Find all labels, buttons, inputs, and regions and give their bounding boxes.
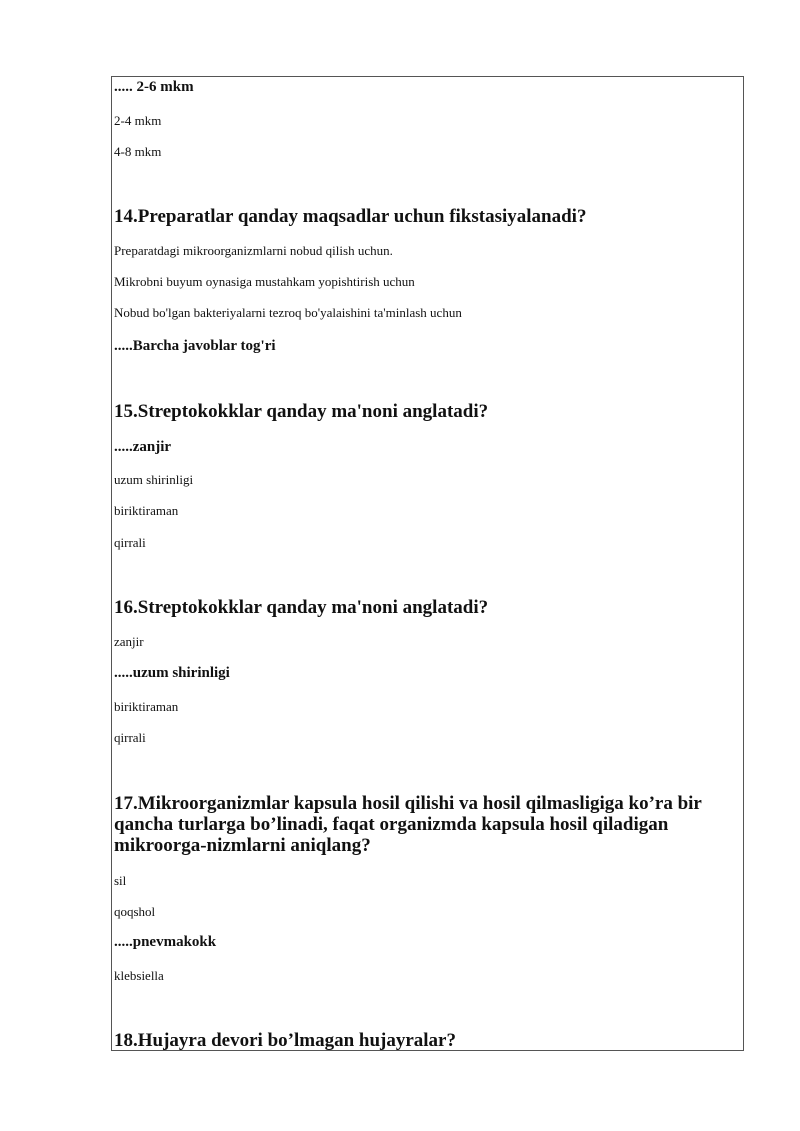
answer-option: Mikrobni buyum oynasiga mustahkam yopishtirish uchun [114, 274, 415, 289]
question-15: 15.Streptokokklar qanday ma'noni anglatadi? [114, 401, 489, 422]
answer-option: Preparatdagi mikroorganizmlarni nobud qilish uchun. [114, 243, 393, 258]
answer-option: qoqshol [114, 904, 156, 919]
answer-option: biriktiraman [114, 699, 179, 714]
question-18: 18.Hujayra devori bo’lmagan hujayralar? [114, 1030, 456, 1051]
answer-option: uzum shirinligi [114, 472, 194, 487]
answer-option: qirrali [114, 535, 146, 550]
answer-option: qirrali [114, 730, 146, 745]
answer-option: biriktiraman [114, 503, 179, 518]
answer-option: klebsiella [114, 968, 164, 983]
answer-option: 2-4 mkm [114, 113, 162, 128]
answer-correct: ..... 2-6 mkm [114, 79, 194, 95]
question-17: 17.Mikroorganizmlar kapsula hosil qilishi va hosil qilmasligiga ko’ra bir qancha turlarga bo’linadi, faqat organizmda kapsula hosil qiladigan mikroorga-nizmlarni aniqlang? [114, 793, 702, 856]
answer-option: sil [114, 873, 127, 888]
answer-correct: .....Barcha javoblar tog'ri [114, 338, 276, 354]
answer-correct: .....uzum shirinligi [114, 665, 230, 681]
answer-option: Nobud bo'lgan bakteriyalarni tezroq bo'yalaishini ta'minlash uchun [114, 305, 462, 320]
question-16: 16.Streptokokklar qanday ma'noni anglatadi? [114, 597, 489, 618]
question-14: 14.Preparatlar qanday maqsadlar uchun fikstasiyalanadi? [114, 206, 587, 227]
answer-correct: .....pnevmakokk [114, 934, 217, 950]
answer-option: 4-8 mkm [114, 144, 162, 159]
answer-option: zanjir [114, 634, 144, 649]
answer-correct: .....zanjir [114, 439, 172, 455]
